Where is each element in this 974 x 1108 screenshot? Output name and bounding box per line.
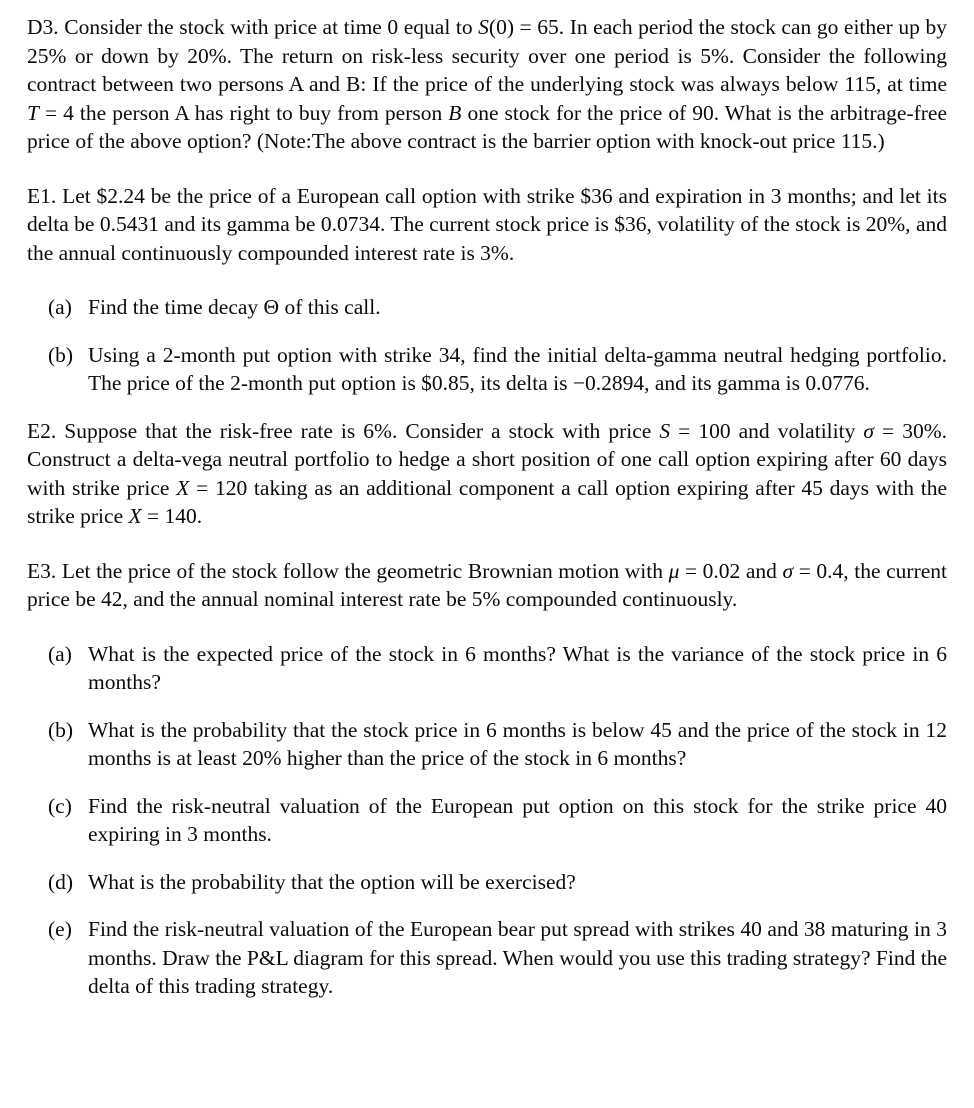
text-run: What is the probability that the stock price in 6 months is below 45 and the price of the stock in 12 months is at least 20% higher than the price of the stock in 6 months? <box>88 717 947 770</box>
math-variable: σ <box>863 418 874 443</box>
e3-item-d <box>27 868 947 897</box>
text-run: = 0.4, the current price be 42, and the annual nominal interest rate be 5% compounded continuously. <box>27 558 947 611</box>
e1-item-a <box>27 293 947 322</box>
e3-item-c-text <box>88 792 947 849</box>
e1-item-a-text <box>88 293 947 322</box>
text-run: = 120 taking as an additional component a call option expiring after 45 days with the strike price <box>27 475 947 528</box>
math-variable: B <box>448 100 462 125</box>
text-run: What is the probability that the option will be exercised? <box>88 869 576 894</box>
text-run: one stock for the price of 90. What is the arbitrage-free price of the above option? (Note:The above contract is the barrier option with knock-out price 115.) <box>27 100 948 153</box>
e3-item-d-label: (d) <box>48 869 74 894</box>
problem-e2 <box>27 417 947 531</box>
math-variable: σ <box>782 558 794 583</box>
text-run: E1. Let $2.24 be the price of a European call option with strike $36 and expiration in 3 months; and let its delta be 0.5431 and its gamma be 0.0734. The current stock price is $36, volatility of the stock is 20%, and the annual continuously compounded interest rate is 3%. <box>27 183 947 265</box>
text-run: E3. Let the price of the stock follow the geometric Brownian motion with <box>27 558 669 583</box>
math-variable: X <box>176 475 190 500</box>
text-run: Find the risk-neutral valuation of the European put option on this stock for the strike price 40 expiring in 3 months. <box>88 793 947 846</box>
text-run: (0) = 65. In each period the stock can go either up by 25% or down by 20%. The return on risk-less security over one period is 5%. Consider the following contract between two persons A and B: If the price of the underlying stock was always below 115, at time <box>27 15 947 96</box>
text-run: D3. Consider the stock with price at time 0 equal to <box>27 15 479 39</box>
text-run: E2. Suppose that the risk-free rate is 6%. Consider a stock with price <box>27 418 660 443</box>
e3-item-e <box>27 915 947 1001</box>
e1-item-a-label: (a) <box>48 295 72 319</box>
math-variable: S <box>659 418 671 443</box>
problem-e3 <box>27 557 947 614</box>
text-run: = 4 the person A has right to buy from person <box>38 100 449 125</box>
e3-item-a-text <box>88 640 947 697</box>
math-variable: X <box>128 504 142 528</box>
e3-item-a <box>27 640 947 697</box>
e3-item-d-text <box>88 868 947 897</box>
e3-item-b <box>27 716 947 773</box>
e3-item-c-label: (c) <box>48 793 72 818</box>
e3-item-e-label: (e) <box>48 917 72 941</box>
e3-item-b-text <box>88 716 947 773</box>
text-run: = 0.02 and <box>679 558 783 583</box>
text-run: Using a 2-month put option with strike 34, find the initial delta-gamma neutral hedging portfolio. The price of the 2-month put option is $0.85, its delta is −0.2894, and its gamma is 0.0776. <box>88 342 947 395</box>
text-run: = 30%. Construct a delta-vega neutral portfolio to hedge a short position of one call option expiring after 60 days with strike price <box>27 418 947 500</box>
text-run: What is the expected price of the stock in 6 months? What is the variance of the stock price in 6 months? <box>88 641 947 694</box>
math-variable: μ <box>668 558 680 583</box>
e1-item-b <box>27 341 947 398</box>
text-run: Find the risk-neutral valuation of the European bear put spread with strikes 40 and 38 maturing in 3 months. Draw the P&L diagram for this spread. When would you use this trading strategy? Find the delta of this trading strategy. <box>88 917 947 998</box>
text-run: = 140. <box>141 504 203 528</box>
e3-item-b-label: (b) <box>48 717 74 742</box>
text-run: Find the time decay Θ of this call. <box>88 295 381 319</box>
e3-item-a-label: (a) <box>48 641 72 666</box>
math-variable: S <box>478 15 489 39</box>
e1-item-b-label: (b) <box>48 342 74 367</box>
e1-item-b-text <box>88 341 947 398</box>
e3-item-c <box>27 792 947 849</box>
e3-item-e-text <box>88 915 947 1001</box>
problem-e1 <box>27 182 947 268</box>
text-run: = 100 and volatility <box>670 418 864 443</box>
problem-d3 <box>27 13 947 156</box>
math-variable: T <box>27 100 39 125</box>
